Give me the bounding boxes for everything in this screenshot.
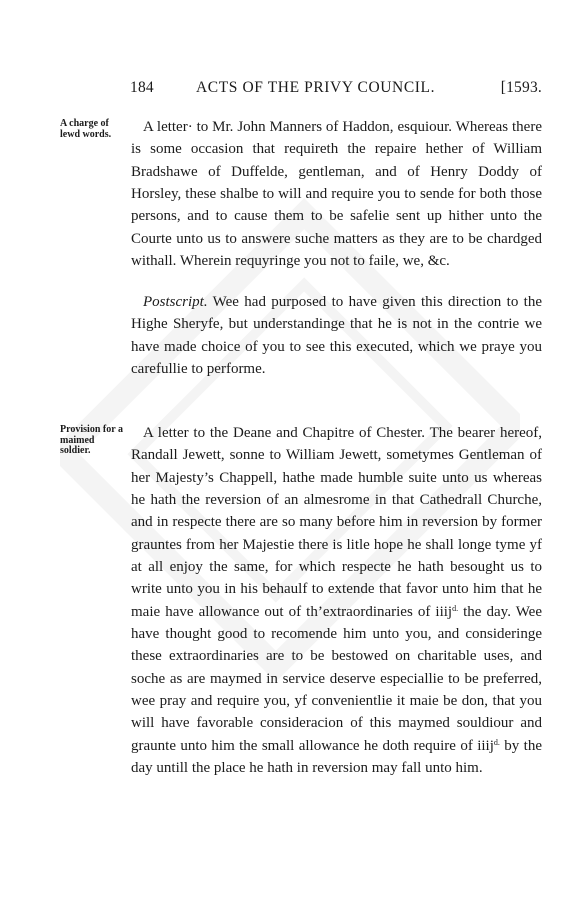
postscript-text: Wee had purposed to have given this direction to the Highe Sheryfe, but understandinge that he is not in the contrie we have made choice of you to see this executed, which we praye you carefullie to performe. — [131, 294, 542, 378]
pence-superscript: d. — [452, 603, 459, 613]
postscript-paragraph — [131, 291, 542, 380]
letter-text: A letter· to Mr. John Manners of Haddon, esquiour. Whereas there is some occasion that requireth the repaire hether of William Bradshawe of Duffelde, gentleman, and of Henry Doddy of Horsley, these shalbe to will and require you to sende for both those persons, and to cause them to be safelie sent up hither unto the Courte unto us to answere suche matters as they are to be chardged withall. Wherein requyringe you not to faile, we, &c. — [131, 119, 542, 270]
letter-paragraph — [131, 422, 542, 780]
running-header — [130, 79, 542, 101]
page-number: 184 — [130, 79, 154, 96]
margin-note: A charge of lewd words. — [60, 118, 112, 140]
margin-note: Provision for a maimed soldier. — [60, 424, 123, 456]
letter-paragraph — [131, 116, 542, 272]
postscript-label: Postscript. — [143, 294, 208, 310]
letter-text: by the day untill the place he hath in reversion may fall unto him. — [131, 737, 542, 777]
running-title: ACTS OF THE PRIVY COUNCIL. — [196, 79, 436, 96]
letter-text: the day. Wee have thought good to recomende him unto you, and consideringe these extraordinaries are to be bestowed on charitable uses, and soche as are maymed in service deserve especiallie to be preferred, wee pray and require you, yf convenientlie it maie be don, that you will have favorable consideracion of this maymed souldiour and graunte unto him the small allowance he doth require of iiij — [131, 603, 542, 754]
letter-text: A letter to the Deane and Chapitre of Chester. The bearer hereof, Randall Jewett, sonne to William Jewett, sometymes Gentleman of her Majesty’s Chappell, hathe made humble suite unto us whereas he hath the reversion of an almesrome in that Cathedrall Churche, and in respecte there are so many before him in reversion by former grauntes from her Majestie there is litle hope he shall longe tyme yf at all enjoy the same, for which respecte he hath besought us to write unto you in his behaulf to extende that favor unto him that he maie have allowance out of th’extraordinaries of iiij — [131, 425, 542, 620]
running-year: [1593. — [500, 79, 542, 96]
pence-superscript: d. — [493, 737, 500, 747]
